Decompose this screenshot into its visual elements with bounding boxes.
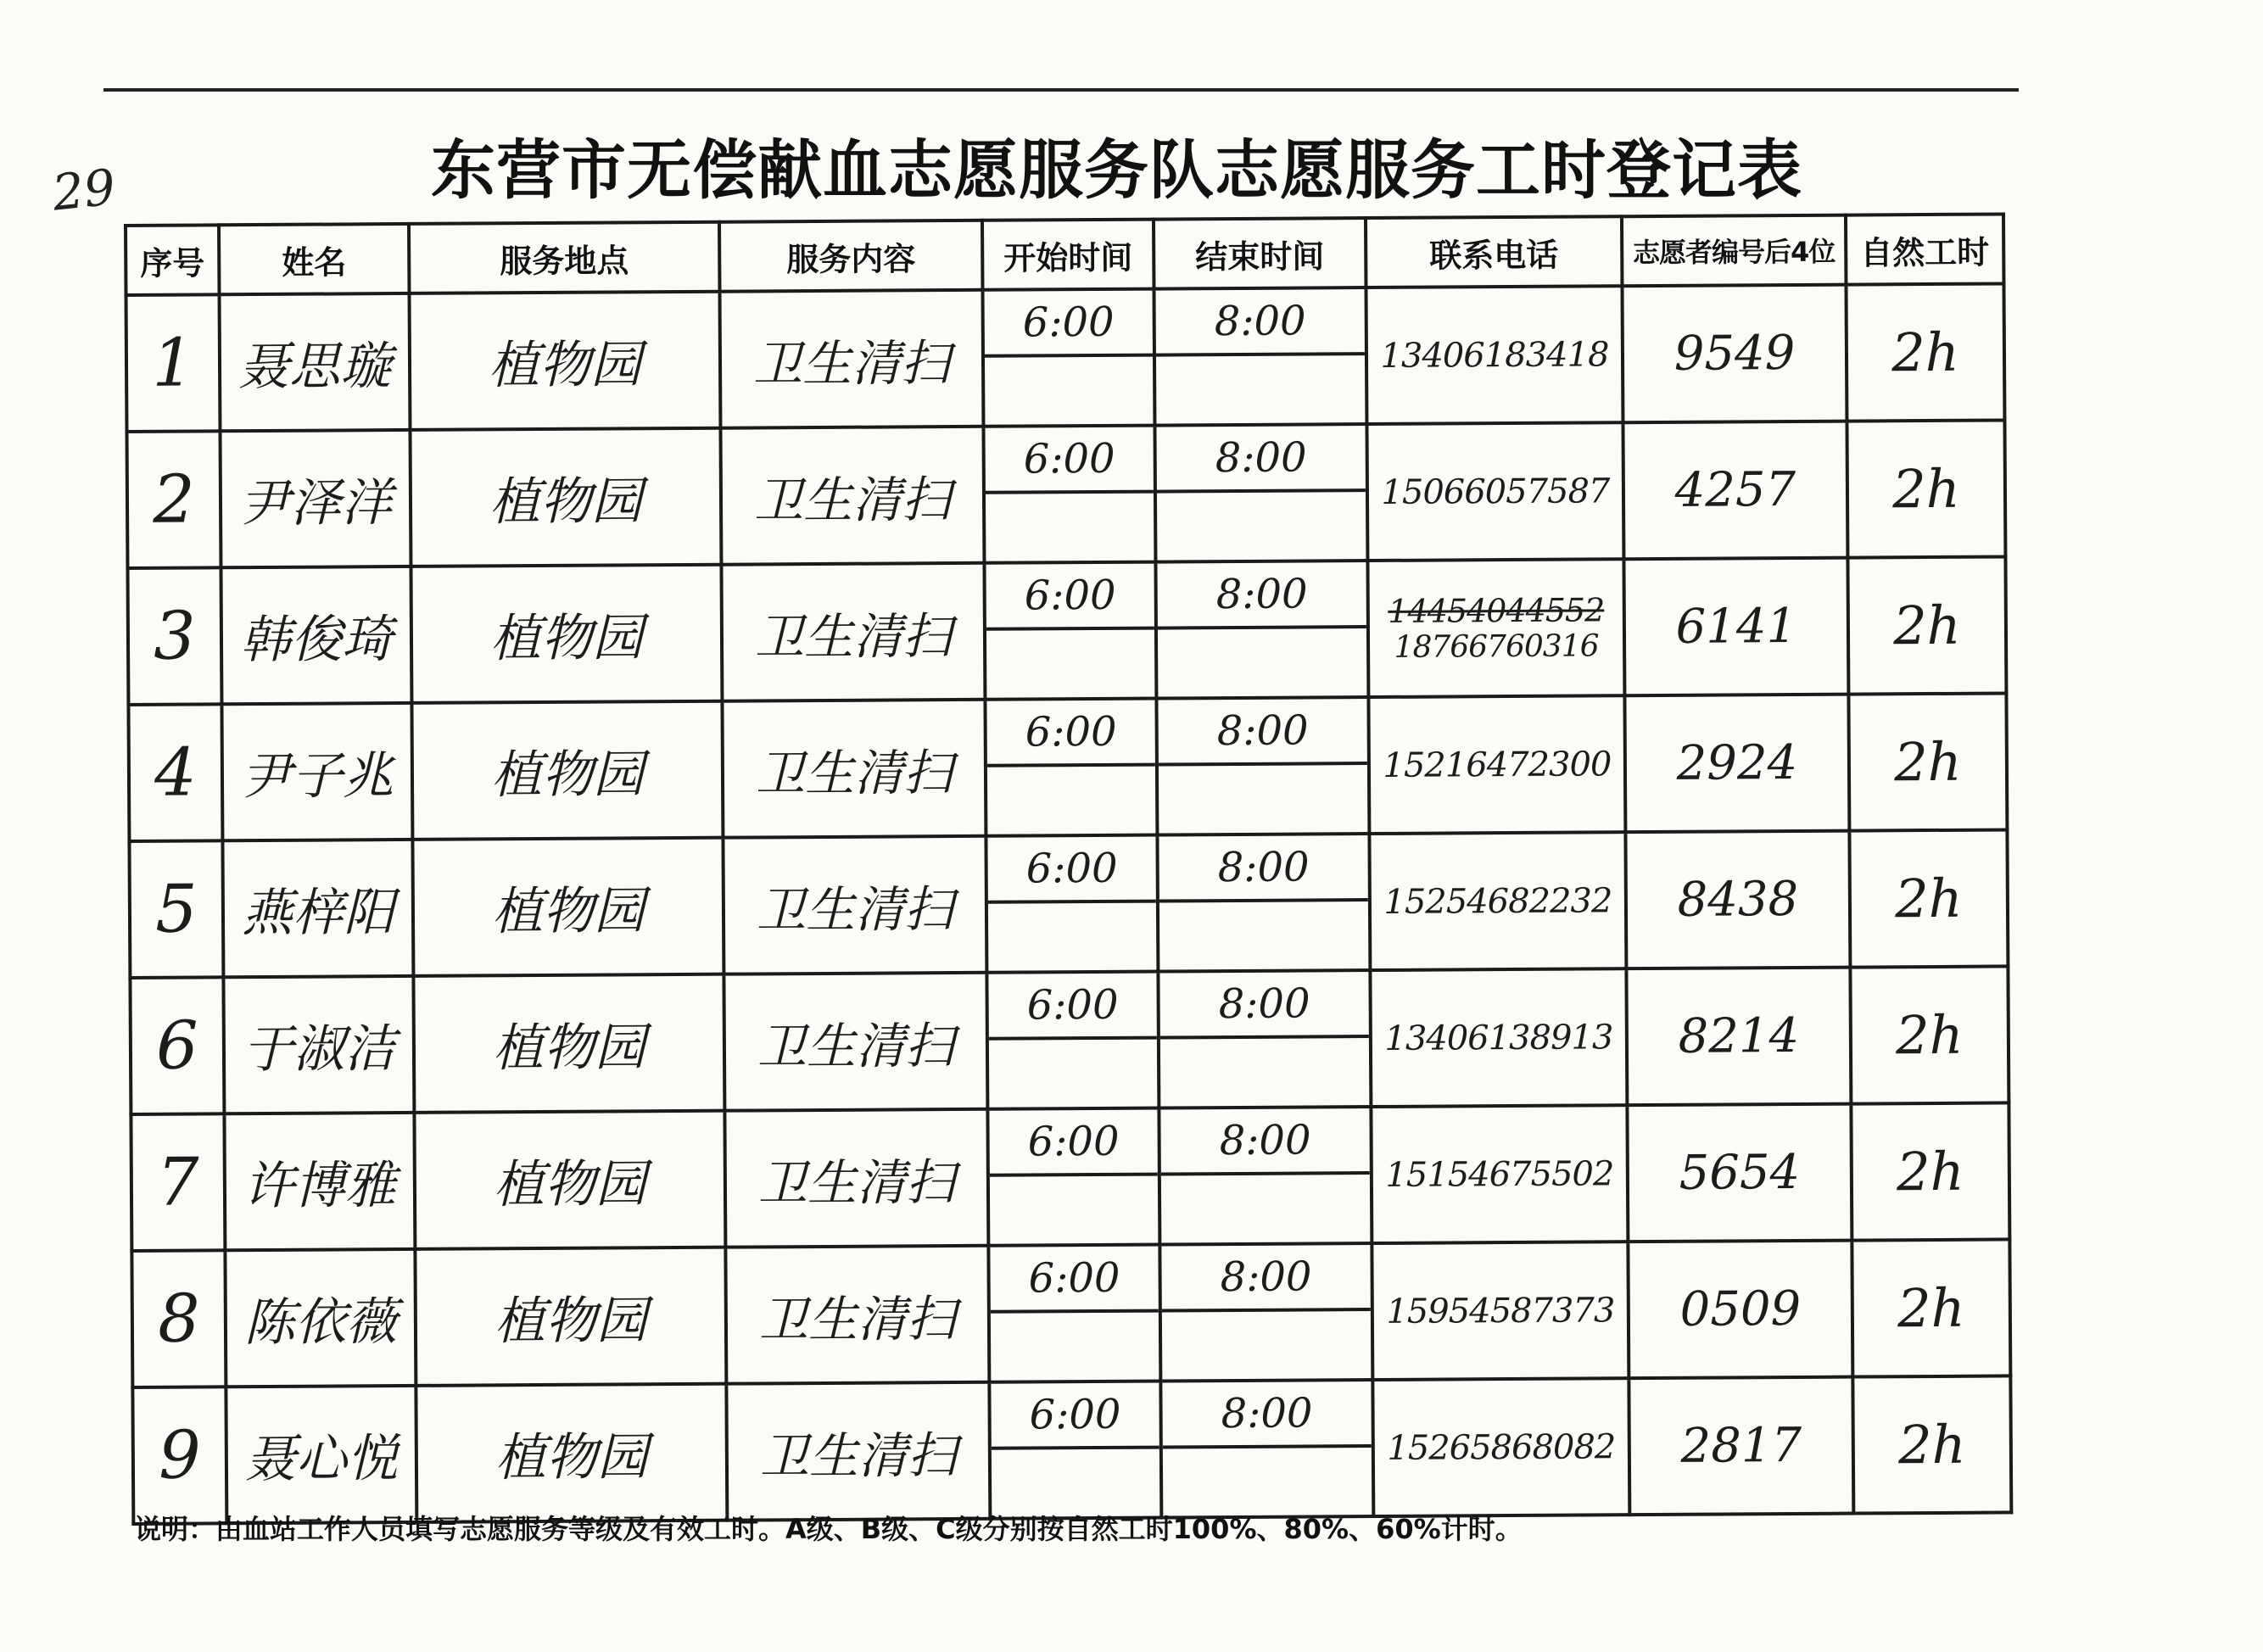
col-header-content: 服务内容 xyxy=(719,220,982,292)
place-cell: 植物园 xyxy=(414,1111,725,1249)
phone-cell: 15265868082 xyxy=(1372,1378,1629,1516)
table-body xyxy=(126,283,2012,1523)
end-time: 8:00 xyxy=(1160,1108,1369,1176)
phone-value: 18766760316 xyxy=(1394,628,1599,665)
table-row xyxy=(130,966,2009,1114)
table-row xyxy=(131,1239,2010,1387)
col-header-volunteer-id: 志愿者编号后4位 xyxy=(1622,215,1846,287)
content-cell: 卫生清扫 xyxy=(724,973,987,1111)
table-row xyxy=(126,283,2005,432)
start-time-cell xyxy=(982,289,1154,427)
footnote: 说明：由血站工作人员填写志愿服务等级及有效工时。A级、B级、C级分别按自然工时100%、80%、60%计时。 xyxy=(134,1513,1523,1545)
content-cell: 卫生清扫 xyxy=(723,836,986,974)
start-time-cell xyxy=(987,1108,1159,1246)
content-cell: 卫生清扫 xyxy=(725,1246,989,1384)
phone-struck: 14454044552 xyxy=(1388,591,1605,630)
name-cell: 燕梓阳 xyxy=(222,840,413,977)
col-header-name: 姓名 xyxy=(219,224,409,294)
phone-cell xyxy=(1367,559,1624,697)
end-time-cell xyxy=(1156,697,1369,835)
start-time-cell xyxy=(989,1381,1161,1519)
place-cell: 植物园 xyxy=(416,1384,727,1522)
end-time: 8:00 xyxy=(1156,426,1365,494)
end-time: 8:00 xyxy=(1162,1381,1371,1449)
hours-cell: 2h xyxy=(1851,1102,2009,1240)
table-row xyxy=(126,420,2005,568)
start-time: 6:00 xyxy=(986,700,1154,767)
place-cell: 植物园 xyxy=(410,428,721,566)
start-time-cell xyxy=(984,562,1156,700)
phone-cell: 13406138913 xyxy=(1370,968,1627,1107)
page-number: 29 xyxy=(49,158,119,222)
service-hours-table xyxy=(124,212,2013,1526)
col-header-seq: 序号 xyxy=(126,225,219,295)
end-time: 8:00 xyxy=(1157,562,1366,630)
hours-cell: 2h xyxy=(1850,966,2009,1103)
seq-cell: 9 xyxy=(132,1387,226,1524)
seq-cell: 2 xyxy=(126,431,221,568)
col-header-end: 结束时间 xyxy=(1154,218,1366,289)
volunteer-id-cell: 2817 xyxy=(1629,1377,1853,1515)
volunteer-id-cell: 6141 xyxy=(1623,558,1848,696)
hours-cell: 2h xyxy=(1847,556,2006,694)
end-time-cell xyxy=(1159,1107,1372,1245)
place-cell: 植物园 xyxy=(413,974,724,1113)
hours-cell: 2h xyxy=(1847,420,2005,557)
start-time-cell xyxy=(986,835,1158,973)
hours-cell: 2h xyxy=(1846,283,2004,421)
place-cell: 植物园 xyxy=(410,292,721,430)
phone-cell: 15154675502 xyxy=(1371,1105,1628,1243)
start-time-cell xyxy=(986,972,1159,1109)
seq-cell: 3 xyxy=(127,567,221,705)
table-row xyxy=(131,1102,2009,1251)
volunteer-id-cell: 2924 xyxy=(1624,695,1849,833)
end-time-cell xyxy=(1154,287,1366,426)
content-cell: 卫生清扫 xyxy=(720,290,984,428)
name-cell: 聂心悦 xyxy=(226,1386,416,1523)
volunteer-id-cell: 8438 xyxy=(1625,831,1850,969)
table-row xyxy=(127,556,2006,705)
hours-cell: 2h xyxy=(1848,693,2007,830)
start-time: 6:00 xyxy=(985,291,1153,358)
table-row xyxy=(132,1376,2011,1524)
end-time-cell xyxy=(1159,1243,1372,1381)
start-time: 6:00 xyxy=(991,1383,1159,1450)
col-header-hours: 自然工时 xyxy=(1846,214,2003,284)
content-cell: 卫生清扫 xyxy=(724,1109,988,1247)
end-time: 8:00 xyxy=(1159,835,1367,903)
name-cell: 尹泽洋 xyxy=(220,430,411,567)
phone-cell: 15954587373 xyxy=(1372,1242,1629,1380)
end-time: 8:00 xyxy=(1156,289,1365,357)
volunteer-id-cell: 5654 xyxy=(1627,1104,1852,1242)
volunteer-id-cell: 9549 xyxy=(1622,285,1847,423)
volunteer-id-cell: 0509 xyxy=(1628,1241,1852,1379)
place-cell: 植物园 xyxy=(411,565,722,703)
end-time-cell xyxy=(1154,424,1367,562)
phone-cell: 15066057587 xyxy=(1366,422,1623,561)
phone-cell: 15216472300 xyxy=(1368,695,1625,834)
document-title: 东营市无偿献血志愿服务队志愿服务工时登记表 xyxy=(431,132,1802,208)
end-time-cell xyxy=(1155,561,1368,699)
col-header-place: 服务地点 xyxy=(409,222,719,293)
end-time: 8:00 xyxy=(1158,699,1366,767)
start-time: 6:00 xyxy=(987,837,1155,904)
seq-cell: 4 xyxy=(128,704,222,841)
start-time: 6:00 xyxy=(985,427,1153,494)
table-row xyxy=(129,829,2008,978)
content-cell: 卫生清扫 xyxy=(726,1382,990,1521)
phone-cell: 13406183418 xyxy=(1366,286,1623,424)
hours-cell: 2h xyxy=(1849,829,2008,967)
end-time-cell xyxy=(1158,970,1371,1108)
seq-cell: 7 xyxy=(131,1113,225,1251)
seq-cell: 1 xyxy=(126,294,221,432)
name-cell: 陈依薇 xyxy=(225,1249,416,1387)
name-cell: 尹子兆 xyxy=(221,703,412,840)
place-cell: 植物园 xyxy=(415,1247,726,1386)
content-cell: 卫生清扫 xyxy=(720,427,984,565)
register-sheet xyxy=(124,212,2013,1526)
start-time-cell xyxy=(985,699,1157,836)
place-cell: 植物园 xyxy=(412,838,724,976)
start-time-cell xyxy=(983,426,1155,563)
seq-cell: 8 xyxy=(131,1250,226,1387)
volunteer-id-cell: 8214 xyxy=(1626,968,1851,1106)
seq-cell: 6 xyxy=(130,977,224,1114)
start-time: 6:00 xyxy=(989,1110,1157,1177)
hours-cell: 2h xyxy=(1852,1376,2011,1513)
table-row xyxy=(128,693,2007,841)
place-cell: 植物园 xyxy=(411,701,723,840)
col-header-start: 开始时间 xyxy=(982,220,1154,290)
name-cell: 许博雅 xyxy=(224,1113,415,1250)
volunteer-id-cell: 4257 xyxy=(1623,421,1847,560)
hours-cell: 2h xyxy=(1852,1239,2010,1376)
name-cell: 于淑洁 xyxy=(223,976,414,1113)
end-time: 8:00 xyxy=(1159,972,1368,1040)
header-row xyxy=(126,214,2003,295)
start-time-cell xyxy=(988,1245,1160,1382)
start-time: 6:00 xyxy=(990,1247,1158,1314)
start-time: 6:00 xyxy=(986,564,1154,631)
start-time: 6:00 xyxy=(988,974,1156,1041)
col-header-phone: 联系电话 xyxy=(1366,216,1622,287)
name-cell: 聂思璇 xyxy=(220,293,411,431)
end-time: 8:00 xyxy=(1161,1245,1370,1313)
phone-cell: 15254682232 xyxy=(1369,832,1626,970)
content-cell: 卫生清扫 xyxy=(722,700,986,838)
name-cell: 韩俊琦 xyxy=(221,566,411,704)
seq-cell: 5 xyxy=(129,840,223,978)
end-time-cell xyxy=(1160,1380,1373,1518)
top-rule xyxy=(103,88,2019,92)
content-cell: 卫生清扫 xyxy=(721,563,985,701)
end-time-cell xyxy=(1157,834,1370,972)
